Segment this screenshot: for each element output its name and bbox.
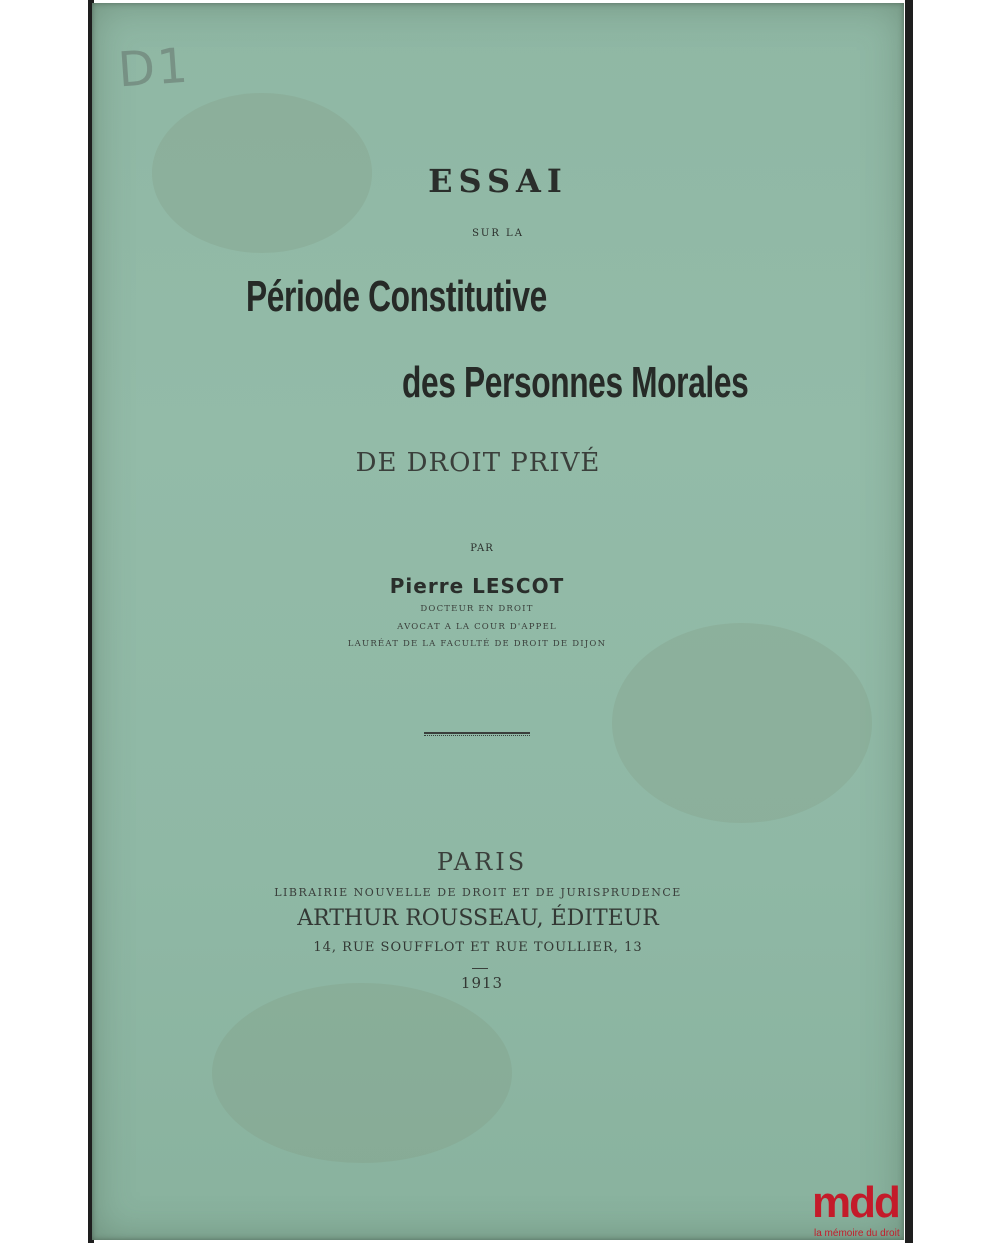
title-heading: ESSAI (428, 162, 568, 200)
imprint-publisher: ARTHUR ROUSSEAU, ÉDITEUR (297, 906, 659, 931)
title-line-2: des Personnes Morales (402, 358, 749, 407)
mdd-logo-tagline: la mémoire du droit (814, 1228, 900, 1239)
author-credential: DOCTEUR EN DROIT (420, 604, 534, 614)
paper-stain (612, 623, 872, 823)
title-line-3: DE DROIT PRIVÉ (355, 448, 601, 478)
pencil-annotation: D1 (116, 37, 192, 99)
author-by: PAR (470, 543, 494, 554)
mdd-logo (812, 1178, 912, 1242)
ornamental-rule (424, 732, 530, 737)
title-connector: SUR LA (472, 228, 524, 239)
imprint-address: 14, RUE SOUFFLOT ET RUE TOULLIER, 13 (313, 940, 643, 955)
author-name: Pierre LESCOT (389, 574, 565, 598)
imprint-bookseller: LIBRAIRIE NOUVELLE DE DROIT ET DE JURISPRUDENCE (274, 886, 682, 899)
imprint-year: 1913 (460, 974, 504, 992)
book-edge-right (905, 0, 913, 1243)
paper-stain (212, 983, 512, 1163)
imprint-city: PARIS (436, 848, 528, 876)
mdd-logo-mark: mdd (812, 1178, 899, 1227)
title-line-1: Période Constitutive (246, 272, 547, 321)
author-credential: LAURÉAT DE LA FACULTÉ DE DROIT DE DIJON (347, 639, 607, 649)
imprint-dash (472, 968, 488, 969)
author-credential: AVOCAT A LA COUR D'APPEL (397, 622, 557, 632)
